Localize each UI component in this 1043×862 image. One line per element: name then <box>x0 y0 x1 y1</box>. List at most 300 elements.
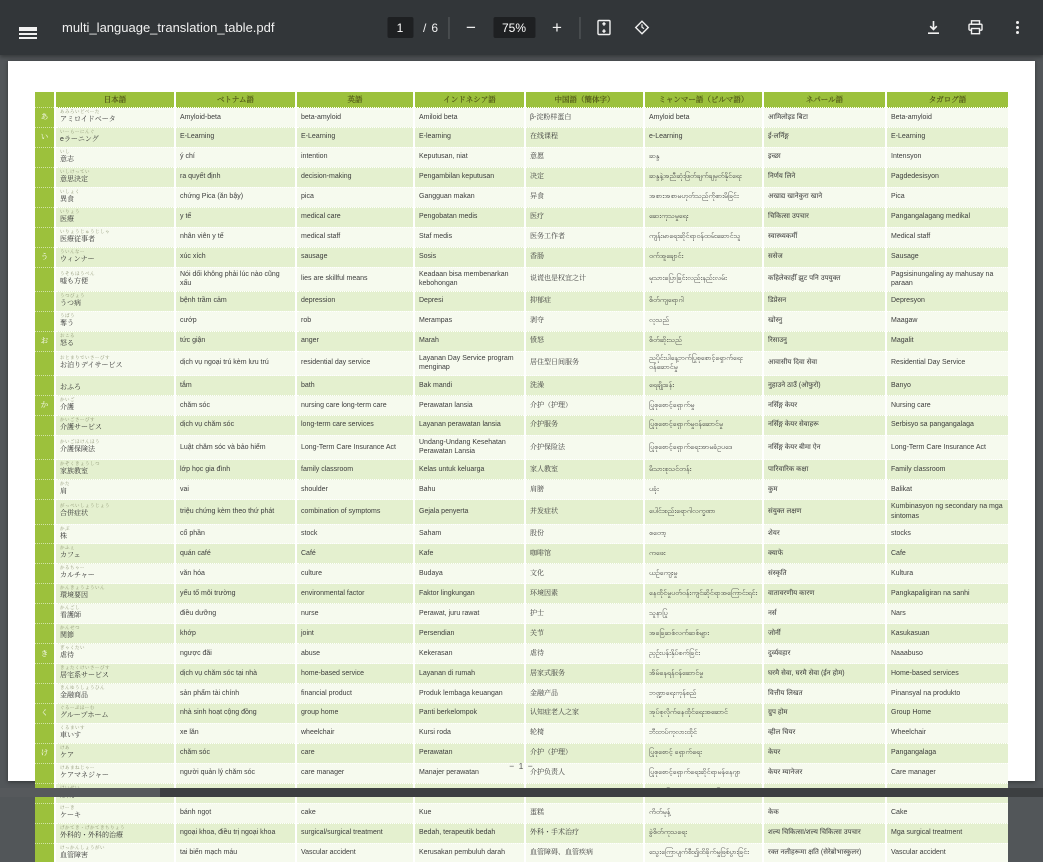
kana-index-label: か <box>35 396 55 416</box>
cell-japanese <box>55 703 175 723</box>
furigana-text: かぶ <box>60 525 70 531</box>
cell-myanmar: အစားအစာမဟုတ်သည်ကိုစားမိခြင်း <box>644 187 763 207</box>
cell-indonesian: Panti berkelompok <box>414 703 525 723</box>
cell-nepali: पारिवारिक कक्षा <box>763 460 886 480</box>
cell-myanmar: ပေါင်းစည်းရောဂါလက္ခဏာ <box>644 500 763 524</box>
japanese-term: ケアマネジャー <box>60 771 109 779</box>
cell-english: beta-amyloid <box>296 108 414 128</box>
kana-index-label <box>35 435 55 459</box>
cell-tagalog: Family classroom <box>886 460 1008 480</box>
cell-vietnamese: chăm sóc <box>175 743 296 763</box>
cell-chinese: 轮椅 <box>525 723 644 743</box>
kana-index-label <box>35 723 55 743</box>
cell-indonesian: Kerusakan pembuluh darah <box>414 843 525 862</box>
furigana-text: がっぺいしょうじょう <box>60 503 110 509</box>
cell-japanese <box>55 127 175 147</box>
cell-tagalog: stocks <box>886 524 1008 544</box>
table-row <box>35 480 1008 500</box>
cell-japanese <box>55 500 175 524</box>
kana-index-label <box>35 584 55 604</box>
cell-english: shoulder <box>296 480 414 500</box>
furigana-text: ういんなー <box>60 248 85 254</box>
cell-vietnamese: Amyloid-beta <box>175 108 296 128</box>
cell-chinese: 居住型日间服务 <box>525 351 644 375</box>
cell-chinese: 咖啡馆 <box>525 544 644 564</box>
cell-chinese: β-淀粉样蛋白 <box>525 108 644 128</box>
print-icon[interactable] <box>961 14 989 42</box>
furigana-text: うそもほうべん <box>60 270 95 276</box>
cell-japanese <box>55 584 175 604</box>
more-vert-icon[interactable] <box>1003 14 1031 42</box>
cell-english: Vascular accident <box>296 843 414 862</box>
cell-indonesian: Amiloid beta <box>414 108 525 128</box>
japanese-term: 介護保険法 <box>60 446 95 454</box>
japanese-term: 虐待 <box>60 652 74 660</box>
cell-nepali: जोर्नी <box>763 624 886 644</box>
table-row <box>35 415 1008 435</box>
cell-english: joint <box>296 624 414 644</box>
furigana-text: あみろいどべーた <box>60 109 100 114</box>
cell-english: medical care <box>296 207 414 227</box>
rotate-icon[interactable] <box>628 14 656 42</box>
cell-japanese <box>55 187 175 207</box>
table-row <box>35 247 1008 267</box>
cell-english: E-Learning <box>296 127 414 147</box>
japanese-term: 合併症状 <box>60 510 88 518</box>
japanese-term: 意思決定 <box>60 175 88 183</box>
cell-myanmar: e-Learning <box>644 127 763 147</box>
cell-nepali: रिसाउनु <box>763 331 886 351</box>
kana-index-label <box>35 351 55 375</box>
cell-vietnamese: ra quyết định <box>175 167 296 187</box>
cell-chinese: 介护服务 <box>525 415 644 435</box>
kana-index-label <box>35 524 55 544</box>
cell-japanese <box>55 435 175 459</box>
cell-vietnamese: xe lăn <box>175 723 296 743</box>
cell-indonesian: Kue <box>414 803 525 823</box>
furigana-text: いしけってい <box>60 168 90 174</box>
furigana-text: いーらーにんぐ <box>60 128 95 134</box>
furigana-text: かいごさーびす <box>60 416 95 422</box>
horizontal-scrollbar-track[interactable] <box>0 788 1043 797</box>
cell-myanmar: ပြုစုစောင့်ရှောက်ရေးဆိုင်ရာမန်နေဂျာ <box>644 763 763 783</box>
cell-indonesian: Merampas <box>414 311 525 331</box>
kana-index-label <box>35 376 55 396</box>
cell-myanmar: စတော့ <box>644 524 763 544</box>
cell-indonesian: Layanan Day Service program menginap <box>414 351 525 375</box>
column-header: インドネシア語 <box>414 92 525 108</box>
cell-japanese <box>55 147 175 167</box>
cell-indonesian: Gejala penyerta <box>414 500 525 524</box>
kana-index-label <box>35 604 55 624</box>
furigana-text: いりょうじゅうじしゃ <box>60 228 110 234</box>
cell-tagalog: Long-Term Care Insurance Act <box>886 435 1008 459</box>
cell-english: care <box>296 743 414 763</box>
cell-english: intention <box>296 147 414 167</box>
cell-vietnamese: ngoại khoa, điều trị ngoại khoa <box>175 823 296 843</box>
table-row <box>35 843 1008 862</box>
cell-indonesian: Depresi <box>414 291 525 311</box>
table-row <box>35 703 1008 723</box>
column-header: 中国語（簡体字） <box>525 92 644 108</box>
cell-vietnamese: ý chí <box>175 147 296 167</box>
furigana-text: かんごし <box>60 605 80 611</box>
table-row <box>35 127 1008 147</box>
cell-tagalog: Pinansyal na produkto <box>886 684 1008 704</box>
cell-indonesian: Perawatan lansia <box>414 396 525 416</box>
cell-indonesian: Keadaan bisa membenarkan kebohongan <box>414 267 525 291</box>
japanese-term: お泊りデイサービス <box>60 361 123 369</box>
japanese-term: 家族教室 <box>60 468 88 476</box>
cell-english: financial product <box>296 684 414 704</box>
cell-japanese <box>55 396 175 416</box>
cell-english: combination of symptoms <box>296 500 414 524</box>
cell-nepali: कहिलेकाहीँ झुट पनि उपयुक्त <box>763 267 886 291</box>
cell-japanese <box>55 564 175 584</box>
cell-vietnamese: dịch vụ chăm sóc <box>175 415 296 435</box>
kana-index-label: け <box>35 743 55 763</box>
japanese-term: 介護サービス <box>60 423 102 431</box>
furigana-text: かんきょうよういん <box>60 585 105 591</box>
cell-english: lies are skillful means <box>296 267 414 291</box>
japanese-term: 介護 <box>60 404 74 411</box>
cell-myanmar: ကိတ်မုန့် <box>644 803 763 823</box>
cell-japanese <box>55 227 175 247</box>
furigana-text: けあまねじゃー <box>60 764 95 770</box>
furigana-text: おとまりでいさーびす <box>60 354 110 360</box>
column-header: 英語 <box>296 92 414 108</box>
cell-tagalog: Residential Day Service <box>886 351 1008 375</box>
cell-tagalog: Balikat <box>886 480 1008 500</box>
table-row <box>35 684 1008 704</box>
cell-chinese: 血管障碍、血管疾病 <box>525 843 644 862</box>
cell-vietnamese: nhà sinh hoạt cộng đồng <box>175 703 296 723</box>
cell-indonesian: Marah <box>414 331 525 351</box>
furigana-text: かふぇ <box>60 545 75 551</box>
cell-english: Café <box>296 544 414 564</box>
table-row <box>35 644 1008 664</box>
table-row <box>35 723 1008 743</box>
cell-nepali: नर्स <box>763 604 886 624</box>
cell-myanmar: ဝက်အူချောင်း <box>644 247 763 267</box>
cell-tagalog: Serbisyo sa pangangalaga <box>886 415 1008 435</box>
cell-english: nursing care long-term care <box>296 396 414 416</box>
cell-myanmar: ဆန္ဒ <box>644 147 763 167</box>
table-row <box>35 803 1008 823</box>
cell-japanese <box>55 843 175 862</box>
cell-myanmar: မိသားစုသင်တန်း <box>644 460 763 480</box>
cell-english: decision-making <box>296 167 414 187</box>
cell-japanese <box>55 524 175 544</box>
cell-myanmar: ကဖေး <box>644 544 763 564</box>
kana-index-label <box>35 564 55 584</box>
cell-tagalog: Kumbinasyon ng secondary na mga sintomas <box>886 500 1008 524</box>
cell-vietnamese: dịch vụ ngoại trú kèm lưu trú <box>175 351 296 375</box>
cell-myanmar: ပြုစုစောင့်ရှောက်ရေးအာမခံဥပဒေ <box>644 435 763 459</box>
kana-index-label <box>35 187 55 207</box>
japanese-term: グループホーム <box>60 711 109 719</box>
cell-indonesian: Manajer perawatan <box>414 763 525 783</box>
cell-tagalog: Medical staff <box>886 227 1008 247</box>
cell-myanmar: သူနာပြု <box>644 604 763 624</box>
furigana-text: うつびょう <box>60 292 85 298</box>
japanese-term: 異食 <box>60 195 74 203</box>
cell-chinese: 股份 <box>525 524 644 544</box>
page-footer-number: − 1 − <box>509 761 534 771</box>
table-row <box>35 167 1008 187</box>
cell-indonesian: Persendian <box>414 624 525 644</box>
column-header: ミャンマー語（ビルマ語） <box>644 92 763 108</box>
cell-indonesian: Saham <box>414 524 525 544</box>
cell-chinese: 介护（护理） <box>525 743 644 763</box>
cell-japanese <box>55 624 175 644</box>
japanese-term: 肩 <box>60 488 67 496</box>
cell-myanmar: ပခုံး <box>644 480 763 500</box>
cell-myanmar: ဆန္ဒနဲ့အညီဆုံးဖြတ်ချက်ချမှတ်နိုင်ရေး <box>644 167 763 187</box>
cell-indonesian: Gangguan makan <box>414 187 525 207</box>
cell-english: care manager <box>296 763 414 783</box>
cell-chinese: 洗澡 <box>525 376 644 396</box>
cell-myanmar: ညပိုင်းပါနေ့ဘက်ပြုစုစောင့်ရှောက်ရေးဝန်ဆောင်မှု <box>644 351 763 375</box>
cell-english: culture <box>296 564 414 584</box>
cell-tagalog: Pangangalaga <box>886 743 1008 763</box>
kana-index-label <box>35 480 55 500</box>
cell-tagalog: Nursing care <box>886 396 1008 416</box>
table-row <box>35 564 1008 584</box>
furigana-text: ぐるーぷほーむ <box>60 704 95 710</box>
furigana-text: けあ <box>60 744 70 750</box>
table-row <box>35 664 1008 684</box>
cell-japanese <box>55 376 175 396</box>
menu-icon[interactable] <box>14 14 42 42</box>
cell-myanmar: သွေးကြောပျက်စီး၍ထိခိုက်မှုဖြစ်ပွားခြင်း <box>644 843 763 862</box>
cell-japanese <box>55 604 175 624</box>
japanese-term: 居宅系サービス <box>60 672 109 680</box>
japanese-term: 意志 <box>60 155 74 163</box>
table-row <box>35 396 1008 416</box>
cell-nepali: नर्सिङ्ग केयर बीमा ऐन <box>763 435 886 459</box>
furigana-text: うばう <box>60 312 75 318</box>
cell-japanese <box>55 664 175 684</box>
japanese-term: eラーニング <box>60 135 99 143</box>
cell-chinese: 意愿 <box>525 147 644 167</box>
cell-myanmar: လုသည် <box>644 311 763 331</box>
cell-myanmar: ညှဉ်းပန်းနှိပ်စက်ခြင်း <box>644 644 763 664</box>
japanese-term: ケーキ <box>60 811 81 819</box>
zoom-out-button[interactable]: − <box>466 17 476 37</box>
table-row <box>35 584 1008 604</box>
cell-indonesian: Bedah, terapeutik bedah <box>414 823 525 843</box>
japanese-term: 奪う <box>60 319 74 327</box>
cell-nepali: ग्रुप होम <box>763 703 886 723</box>
cell-vietnamese: người quản lý chăm sóc <box>175 763 296 783</box>
table-row <box>35 624 1008 644</box>
cell-vietnamese: dịch vụ chăm sóc tại nhà <box>175 664 296 684</box>
furigana-text: きょたくけいさーびす <box>60 665 110 671</box>
zoom-level-display[interactable]: 75% <box>493 17 535 38</box>
cell-chinese: 医疗 <box>525 207 644 227</box>
table-row <box>35 435 1008 459</box>
cell-myanmar: ပြုစုစောင့် ရှောက်ရေး <box>644 743 763 763</box>
cell-nepali: कुम <box>763 480 886 500</box>
cell-tagalog: Maagaw <box>886 311 1008 331</box>
cell-tagalog: Cafe <box>886 544 1008 564</box>
cell-vietnamese: bệnh trầm cảm <box>175 291 296 311</box>
furigana-text: くるまいす <box>60 724 85 730</box>
table-row <box>35 291 1008 311</box>
translation-table-wrapper <box>35 92 1008 862</box>
kana-index-label <box>35 291 55 311</box>
cell-myanmar: အခြေဆစ်လက်ဆစ်များ <box>644 624 763 644</box>
table-row <box>35 331 1008 351</box>
cell-chinese: 介护保险法 <box>525 435 644 459</box>
page-total-value: 6 <box>431 20 439 35</box>
table-row <box>35 524 1008 544</box>
cell-tagalog: Mga surgical treatment <box>886 823 1008 843</box>
furigana-text: おこる <box>60 332 75 338</box>
table-row <box>35 500 1008 524</box>
fit-page-icon[interactable] <box>590 14 618 42</box>
cell-indonesian: Faktor lingkungan <box>414 584 525 604</box>
column-header: ネパール語 <box>763 92 886 108</box>
table-row <box>35 376 1008 396</box>
cell-vietnamese: y tế <box>175 207 296 227</box>
horizontal-scrollbar-thumb[interactable] <box>0 788 160 797</box>
japanese-term: 看護師 <box>60 612 81 620</box>
japanese-term: ウィンナー <box>60 255 95 263</box>
cell-tagalog: Naaabuso <box>886 644 1008 664</box>
cell-japanese <box>55 823 175 843</box>
cell-nepali: केयर <box>763 743 886 763</box>
cell-myanmar: ဘဏ္ဍာရေးကုန်စည် <box>644 684 763 704</box>
cell-chinese: 外科・手术治疗 <box>525 823 644 843</box>
cell-english: long-term care services <box>296 415 414 435</box>
cell-chinese: 家人教室 <box>525 460 644 480</box>
cell-myanmar: ကျန်းမာရေးဆိုင်ရာဝန်ထမ်းဆောင်သူ <box>644 227 763 247</box>
cell-indonesian: Staf medis <box>414 227 525 247</box>
table-row <box>35 351 1008 375</box>
cell-myanmar: ရေချိုးခန်း <box>644 376 763 396</box>
cell-tagalog: Kultura <box>886 564 1008 584</box>
cell-english: rob <box>296 311 414 331</box>
japanese-term: 関節 <box>60 632 74 640</box>
cell-english: depression <box>296 291 414 311</box>
cell-indonesian: Pengobatan medis <box>414 207 525 227</box>
cell-japanese <box>55 167 175 187</box>
kana-index-label <box>35 624 55 644</box>
table-row <box>35 207 1008 227</box>
cell-japanese <box>55 415 175 435</box>
cell-english: cake <box>296 803 414 823</box>
cell-vietnamese: quán café <box>175 544 296 564</box>
cell-tagalog: Pica <box>886 187 1008 207</box>
table-row <box>35 823 1008 843</box>
cell-nepali: डिप्रेसन <box>763 291 886 311</box>
cell-chinese: 决定 <box>525 167 644 187</box>
column-header: タガログ語 <box>886 92 1008 108</box>
cell-myanmar: ပြုစုစောင့်ရှောက်မှု <box>644 396 763 416</box>
japanese-term: おふろ <box>60 384 81 392</box>
kana-index-label <box>35 500 55 524</box>
cell-indonesian: Undang-Undang Kesehatan Perawatan Lansia <box>414 435 525 459</box>
cell-chinese: 介护负责人 <box>525 763 644 783</box>
download-icon[interactable] <box>919 14 947 42</box>
cell-english: bath <box>296 376 414 396</box>
cell-english: home-based service <box>296 664 414 684</box>
cell-indonesian: Perawat, juru rawat <box>414 604 525 624</box>
cell-indonesian: Kelas untuk keluarga <box>414 460 525 480</box>
cell-myanmar: မုသားပြောခြင်းလည်းနည်းလမ်း <box>644 267 763 291</box>
cell-chinese: 护士 <box>525 604 644 624</box>
cell-indonesian: Budaya <box>414 564 525 584</box>
cell-english: anger <box>296 331 414 351</box>
page-number-input[interactable] <box>387 17 413 38</box>
cell-nepali: स्वास्थ्यकर्मी <box>763 227 886 247</box>
kana-index-label <box>35 311 55 331</box>
cell-vietnamese: tắm <box>175 376 296 396</box>
cell-tagalog: Home-based services <box>886 664 1008 684</box>
cell-vietnamese: yếu tố môi trường <box>175 584 296 604</box>
cell-vietnamese: lớp học gia đình <box>175 460 296 480</box>
japanese-term: 医療 <box>60 215 74 223</box>
cell-indonesian: E-learning <box>414 127 525 147</box>
kana-index-label <box>35 460 55 480</box>
index-column-header <box>35 92 55 108</box>
cell-tagalog: Pangangalagang medikal <box>886 207 1008 227</box>
cell-indonesian: Bak mandi <box>414 376 525 396</box>
zoom-in-button[interactable]: + <box>552 17 562 37</box>
page-separator: / <box>422 20 427 35</box>
cell-vietnamese: vai <box>175 480 296 500</box>
cell-english: environmental factor <box>296 584 414 604</box>
cell-chinese: 蛋糕 <box>525 803 644 823</box>
cell-chinese: 抑郁症 <box>525 291 644 311</box>
japanese-term: ケア <box>60 751 74 759</box>
cell-english: wheelchair <box>296 723 414 743</box>
cell-myanmar: စိတ်ဆိုးသည် <box>644 331 763 351</box>
cell-nepali: संयुक्त लक्षण <box>763 500 886 524</box>
kana-index-label: く <box>35 703 55 723</box>
column-header: ベトナム語 <box>175 92 296 108</box>
cell-myanmar: စိတ်ကျရောဂါ <box>644 291 763 311</box>
table-row <box>35 267 1008 291</box>
cell-tagalog: Vascular accident <box>886 843 1008 862</box>
table-row <box>35 460 1008 480</box>
toolbar-separator <box>448 17 449 39</box>
furigana-text: いりょう <box>60 208 80 214</box>
furigana-text: けっかんしょうがい <box>60 844 105 850</box>
table-header-row <box>35 92 1008 108</box>
cell-indonesian: Produk lembaga keuangan <box>414 684 525 704</box>
cell-vietnamese: cướp <box>175 311 296 331</box>
kana-index-label: う <box>35 247 55 267</box>
cell-chinese: 在线课程 <box>525 127 644 147</box>
cell-nepali: निर्णय लिने <box>763 167 886 187</box>
cell-myanmar: ယဉ်ကျေးမှု <box>644 564 763 584</box>
cell-indonesian: Perawatan <box>414 743 525 763</box>
cell-nepali: दुर्व्यवहार <box>763 644 886 664</box>
cell-japanese <box>55 803 175 823</box>
cell-japanese <box>55 723 175 743</box>
japanese-term: アミロイドベータ <box>60 116 116 123</box>
pdf-viewer-area <box>0 55 1043 859</box>
cell-nepali: अखाद्य खानेकुरा खाने <box>763 187 886 207</box>
cell-tagalog: Magalit <box>886 331 1008 351</box>
cell-tagalog: Group Home <box>886 703 1008 723</box>
translation-table <box>35 92 1008 862</box>
cell-nepali: शल्य चिकित्सा/शल्य चिकित्सा उपचार <box>763 823 886 843</box>
cell-vietnamese: triệu chứng kèm theo thứ phát <box>175 500 296 524</box>
